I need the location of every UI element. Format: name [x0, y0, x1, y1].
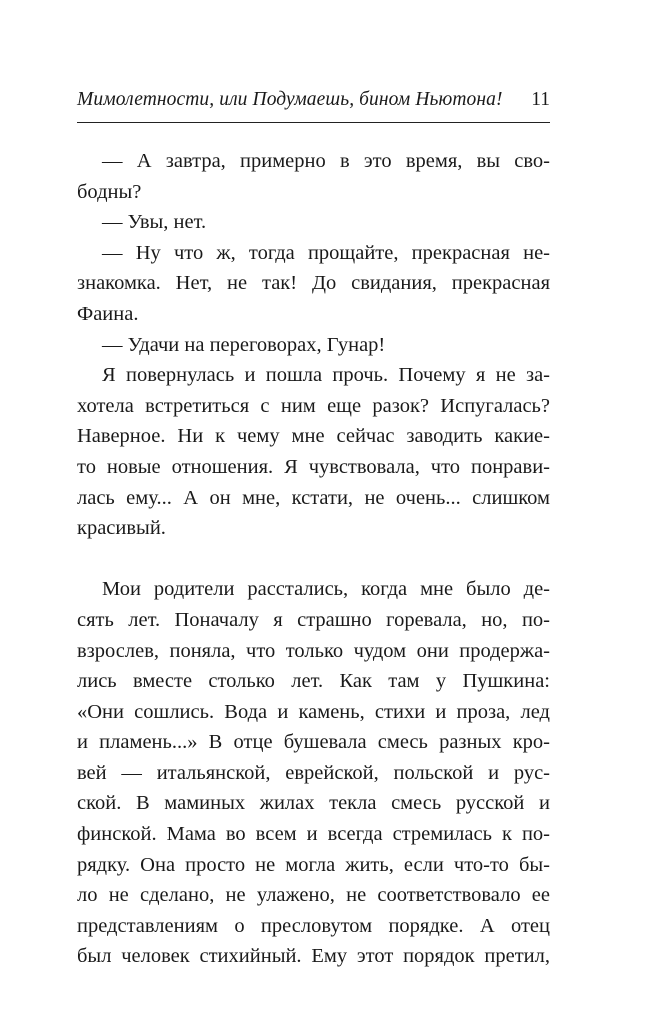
text-line: хотела встретиться с ним еще разок? Испугалась? — [77, 394, 550, 417]
text-line: представлениям о пресловутом порядке. А отец — [77, 914, 550, 937]
text-line: Я повернулась и пошла прочь. Почему я не за- — [102, 364, 550, 387]
text-line: — А завтра, примерно в это время, вы сво- — [102, 150, 550, 172]
text-line: «Они сошлись. Вода и камень, стихи и проза, лед — [77, 700, 550, 723]
text-line: лись вместе столько лет. Как там у Пушкина: — [77, 670, 550, 693]
text-line: Наверное. Ни к чему мне сейчас заводить какие- — [77, 425, 550, 448]
text-line: Мои родители расстались, когда мне было де- — [102, 578, 550, 601]
running-head — [77, 88, 550, 120]
text-line: красивый. — [77, 517, 166, 540]
text-line: рядку. Она просто не могла жить, если что-то бы- — [77, 853, 550, 876]
text-line: бодны? — [77, 180, 142, 203]
text-line: то новые отношения. Я чувствовала, что понрави- — [77, 455, 550, 478]
text-line: — Увы, нет. — [102, 211, 207, 234]
text-line: ской. В маминых жилах текла смесь русской и — [77, 792, 550, 815]
text-line: взрослев, поняла, что только чудом они продержа- — [77, 639, 550, 662]
text-line: ло не сделано, не улажено, не соответствовало ее — [77, 884, 550, 907]
text-line: — Ну что ж, тогда прощайте, прекрасная не- — [102, 241, 550, 264]
text-line: знакомка. Нет, не так! До свидания, прекрасная — [77, 272, 550, 295]
page-number: 11 — [531, 89, 550, 110]
section-break — [77, 544, 550, 575]
text-line: финской. Мама во всем и всегда стремилась к по- — [77, 823, 550, 846]
text-line: был человек стихийный. Ему этот порядок претил, — [77, 945, 550, 968]
running-title: Мимолетности, или Подумаешь, бином Ньютона! — [77, 89, 503, 110]
body-text — [77, 146, 550, 972]
text-line: Фаина. — [77, 302, 139, 325]
header-rule — [77, 122, 550, 123]
text-line: вей — итальянской, еврейской, польской и рус- — [77, 761, 550, 784]
text-line: — Удачи на переговорах, Гунар! — [102, 333, 386, 356]
text-line: лась ему... А он мне, кстати, не очень... слишком — [77, 486, 550, 509]
text-line: и пламень...» В отце бушевала смесь разных кро- — [77, 731, 550, 754]
text-line: сять лет. Поначалу я страшно горевала, но, по- — [77, 608, 550, 631]
